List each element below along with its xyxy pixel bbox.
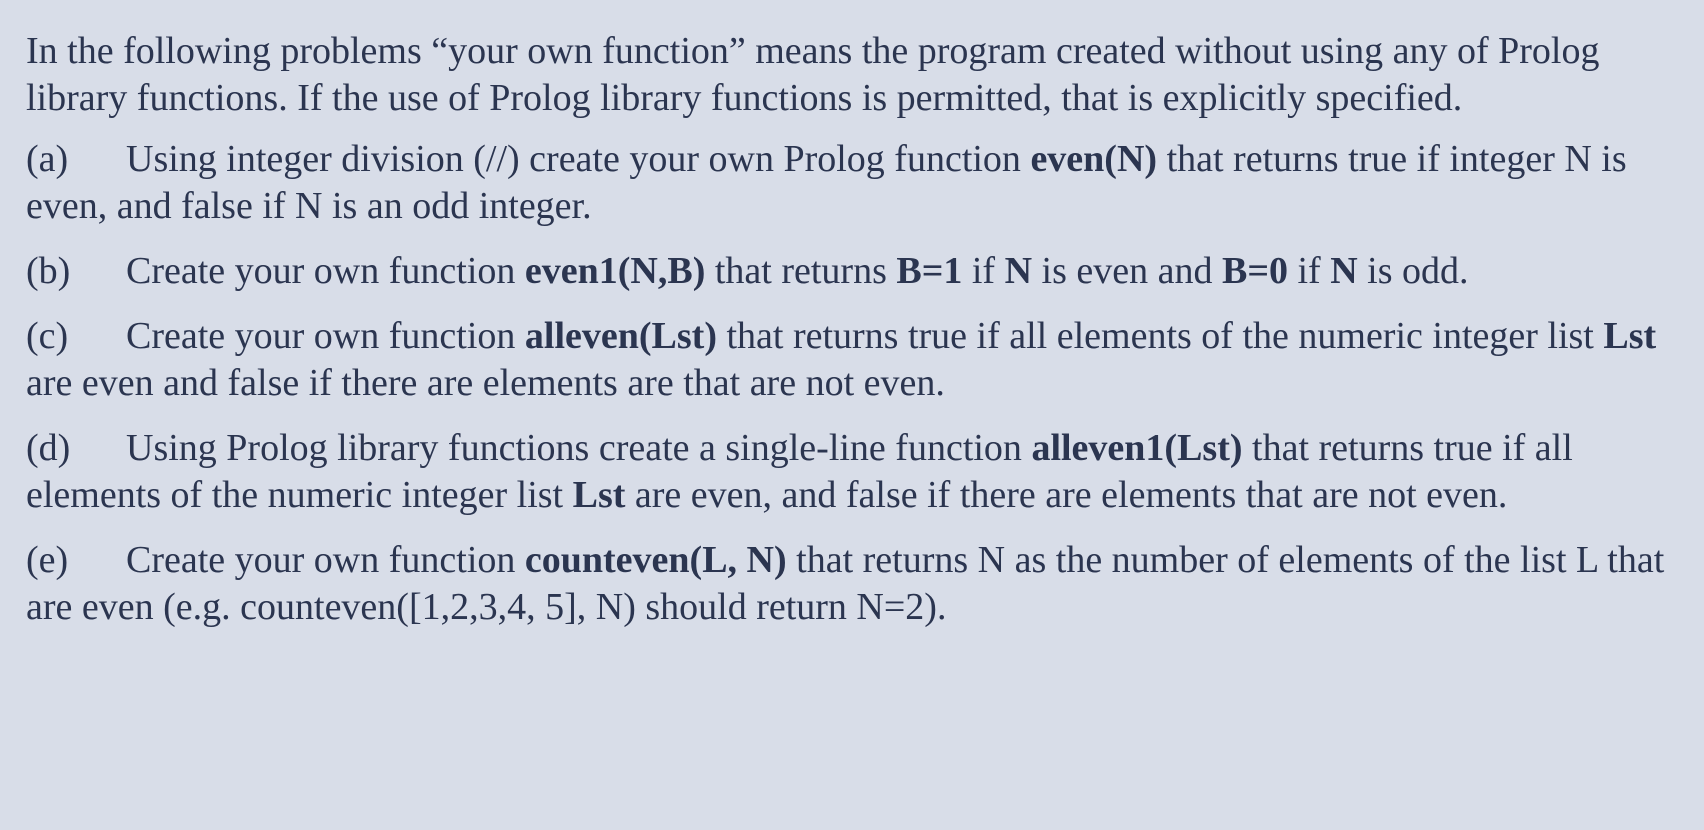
- problem-c-text-2: that returns true if all elements of the numeric integer list: [716, 315, 1604, 357]
- problem-e-text-1: Create your own function: [126, 539, 525, 581]
- problem-b-text-1: Create your own function: [126, 250, 525, 292]
- problem-b-text-2: that returns: [705, 250, 897, 292]
- problem-b-marker: (b): [26, 250, 71, 292]
- problem-e-marker: (e): [26, 539, 69, 581]
- problem-d-bold-lst: Lst: [572, 474, 626, 516]
- problem-d-text-3: are even, and false if there are elements that are not even.: [625, 474, 1508, 516]
- problem-d-text-1: Using Prolog library functions create a single-line function: [126, 427, 1032, 469]
- problem-d-marker: (d): [26, 427, 71, 469]
- problem-a-function-name: even(N): [1030, 138, 1158, 180]
- problem-d-function-name: alleven1(Lst): [1031, 427, 1243, 469]
- problem-b-bold-n1: N: [1004, 250, 1033, 292]
- intro-paragraph: In the following problems “your own function” means the program created without using any of Prolog library functions. If the use of Prolog library functions is permitted, that is explicitly specified.: [26, 30, 1600, 119]
- problem-e-function-name: counteven(L, N): [524, 539, 787, 581]
- problem-b-function-name: even1(N,B): [524, 250, 706, 292]
- problem-a-text-2: that returns true if integer N is even, and false if N is an odd integer.: [26, 138, 1627, 227]
- problem-b: [26, 248, 1678, 295]
- problem-c-marker: (c): [26, 315, 69, 357]
- problem-b-bold-n2: N: [1330, 250, 1358, 292]
- problem-d: [26, 425, 1678, 519]
- problem-d-text-2: that returns true if all elements of the numeric integer list: [26, 427, 1573, 516]
- problem-b-bold-b0: B=0: [1222, 250, 1288, 292]
- problem-b-bold-b1: B=1: [896, 250, 963, 292]
- problem-a-marker: (a): [26, 138, 69, 180]
- problem-e: [26, 537, 1678, 631]
- problem-c-text-1: Create your own function: [126, 315, 525, 357]
- problem-b-text-6: is odd.: [1357, 250, 1469, 292]
- problem-c-bold-lst: Lst: [1603, 315, 1657, 357]
- problem-a-text-1: Using integer division (//) create your own Prolog function: [126, 138, 1031, 180]
- problem-a: [26, 136, 1678, 230]
- problem-c-function-name: alleven(Lst): [524, 315, 717, 357]
- problem-b-text-3: if: [962, 250, 1005, 292]
- problem-c: [26, 313, 1678, 407]
- problem-b-text-5: if: [1288, 250, 1331, 292]
- problem-e-text-2: that returns N as the number of elements of the list L that are even (e.g. counteven([1,2,3,4, 5], N) should return N=2).: [26, 539, 1665, 628]
- problem-c-text-3: are even and false if there are elements are that are not even.: [26, 362, 945, 404]
- problem-b-text-4: is even and: [1032, 250, 1222, 292]
